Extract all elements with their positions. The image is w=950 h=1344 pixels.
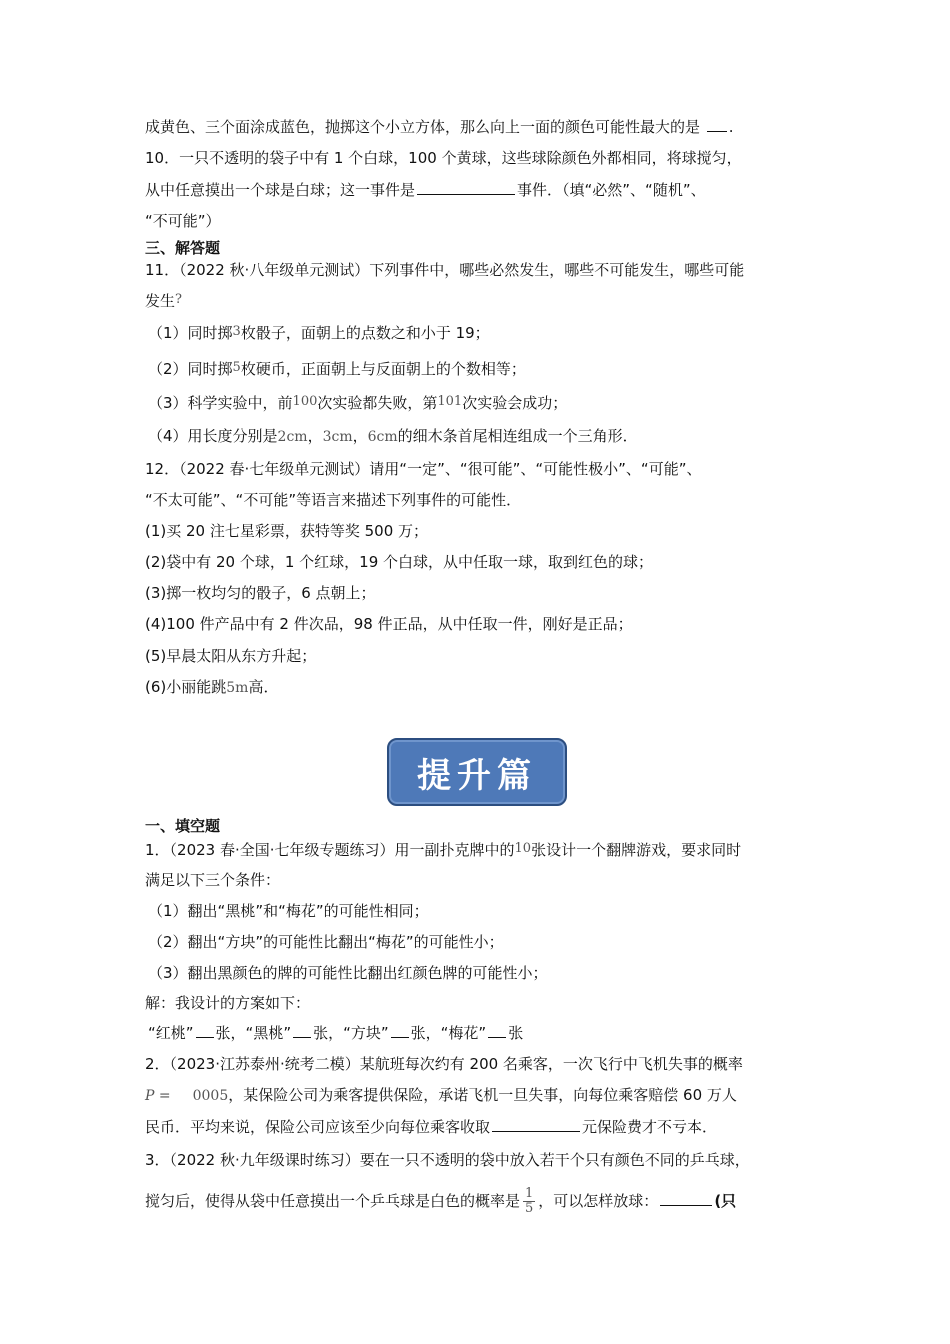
list-item: (5)早晨太阳从东方升起；: [145, 647, 317, 665]
list-item: （3）科学实验中，前100次实验都失败，第101次实验会成功；: [148, 394, 568, 412]
list-item: (4)100 件产品中有 2 件次品，98 件正品，从中任取一件，刚好是正品；: [145, 615, 633, 633]
answer-blank: [417, 180, 515, 195]
text-line: “不太可能”、“不可能”等语言来描述下列事件的可能性．: [145, 491, 522, 509]
problem-3: 3．（2022 秋·九年级课时练习）要在一只不透明的袋中放入若干个只有颜色不同的乒乓球，: [145, 1151, 750, 1169]
section-heading: 三、解答题: [145, 239, 221, 257]
question-10: 10．一只不透明的袋子中有 1 个白球，100 个黄球，这些球除颜色外都相同，将球搅匀，: [145, 149, 742, 167]
text-line: 民币．平均来说，保险公司应该至少向每位乘客收取 元保险费才不亏本．: [145, 1118, 718, 1136]
list-item: （2）翻出“方块”的可能性比翻出“梅花”的可能性小；: [148, 933, 504, 951]
banner-title: 提升篇: [417, 755, 537, 796]
answer-blank: [488, 1023, 506, 1038]
list-item: (3)掷一枚均匀的骰子，6 点朝上；: [145, 584, 376, 602]
section-heading: 一、填空题: [145, 817, 221, 835]
answer-blank: [492, 1117, 580, 1132]
question-12: 12．（2022 春·七年级单元测试）请用“一定”、“很可能”、“可能性极小”、“可能”、: [145, 460, 702, 478]
text-line: P = 0005，某保险公司为乘客提供保险，承诺飞机一旦失事，向每位乘客赔偿 60 万人: [145, 1086, 737, 1104]
question-11: 11．（2022 秋·八年级单元测试）下列事件中，哪些必然发生，哪些不可能发生，哪些可能: [145, 261, 745, 279]
list-item: （2）同时掷5枚硬币，正面朝上与反面朝上的个数相等；: [148, 360, 526, 378]
fraction: $\frac{1}{5}$: [525, 1186, 534, 1216]
list-item: （3）翻出黑颜色的牌的可能性比翻出红颜色牌的可能性小；: [148, 964, 548, 982]
text-line: “不可能”）: [145, 212, 221, 230]
answer-blank: [293, 1023, 311, 1038]
text-line: 搅匀后，使得从袋中任意摸出一个乒乓球是白色的概率是 $\frac{1}{5}$ ，可以怎样放球： (只: [145, 1186, 737, 1216]
list-item: （4）用长度分别是2cm，3cm，6cm的细木条首尾相连组成一个三角形．: [148, 427, 638, 445]
list-item: (6)小丽能跳5m高．: [145, 678, 279, 696]
answer-blank: [660, 1191, 712, 1206]
answer-blank: [391, 1023, 409, 1038]
text-line: 发生?: [145, 292, 182, 310]
section-banner: [387, 738, 567, 806]
text-line: 解：我设计的方案如下：: [145, 994, 311, 1012]
answer-line: “红桃” 张，“黑桃” 张，“方块” 张，“梅花” 张: [148, 1024, 524, 1042]
list-item: （1）翻出“黑桃”和“梅花”的可能性相同；: [148, 902, 429, 920]
list-item: (2)袋中有 20 个球，1 个红球，19 个白球，从中任取一球，取到红色的球；: [145, 553, 654, 571]
problem-1: 1．（2023 春·全国·七年级专题练习）用一副扑克牌中的10张设计一个翻牌游戏，要求同时: [145, 841, 742, 859]
text-line: 成黄色、三个面涂成蓝色，抛掷这个小立方体，那么向上一面的颜色可能性最大的是 .: [145, 118, 734, 136]
text-line: 从中任意摸出一个球是白球；这一事件是 事件．（填“必然”、“随机”、: [145, 181, 706, 199]
problem-2: 2．（2023·江苏泰州·统考二模）某航班每次约有 200 名乘客，一次飞行中飞机失事的概率: [145, 1055, 743, 1073]
list-item: (1)买 20 注七星彩票，获特等奖 500 万；: [145, 522, 429, 540]
text-line: 满足以下三个条件：: [145, 871, 281, 889]
answer-blank: [196, 1023, 214, 1038]
list-item: （1）同时掷3枚骰子，面朝上的点数之和小于 19；: [148, 324, 490, 342]
answer-blank: [707, 117, 727, 132]
